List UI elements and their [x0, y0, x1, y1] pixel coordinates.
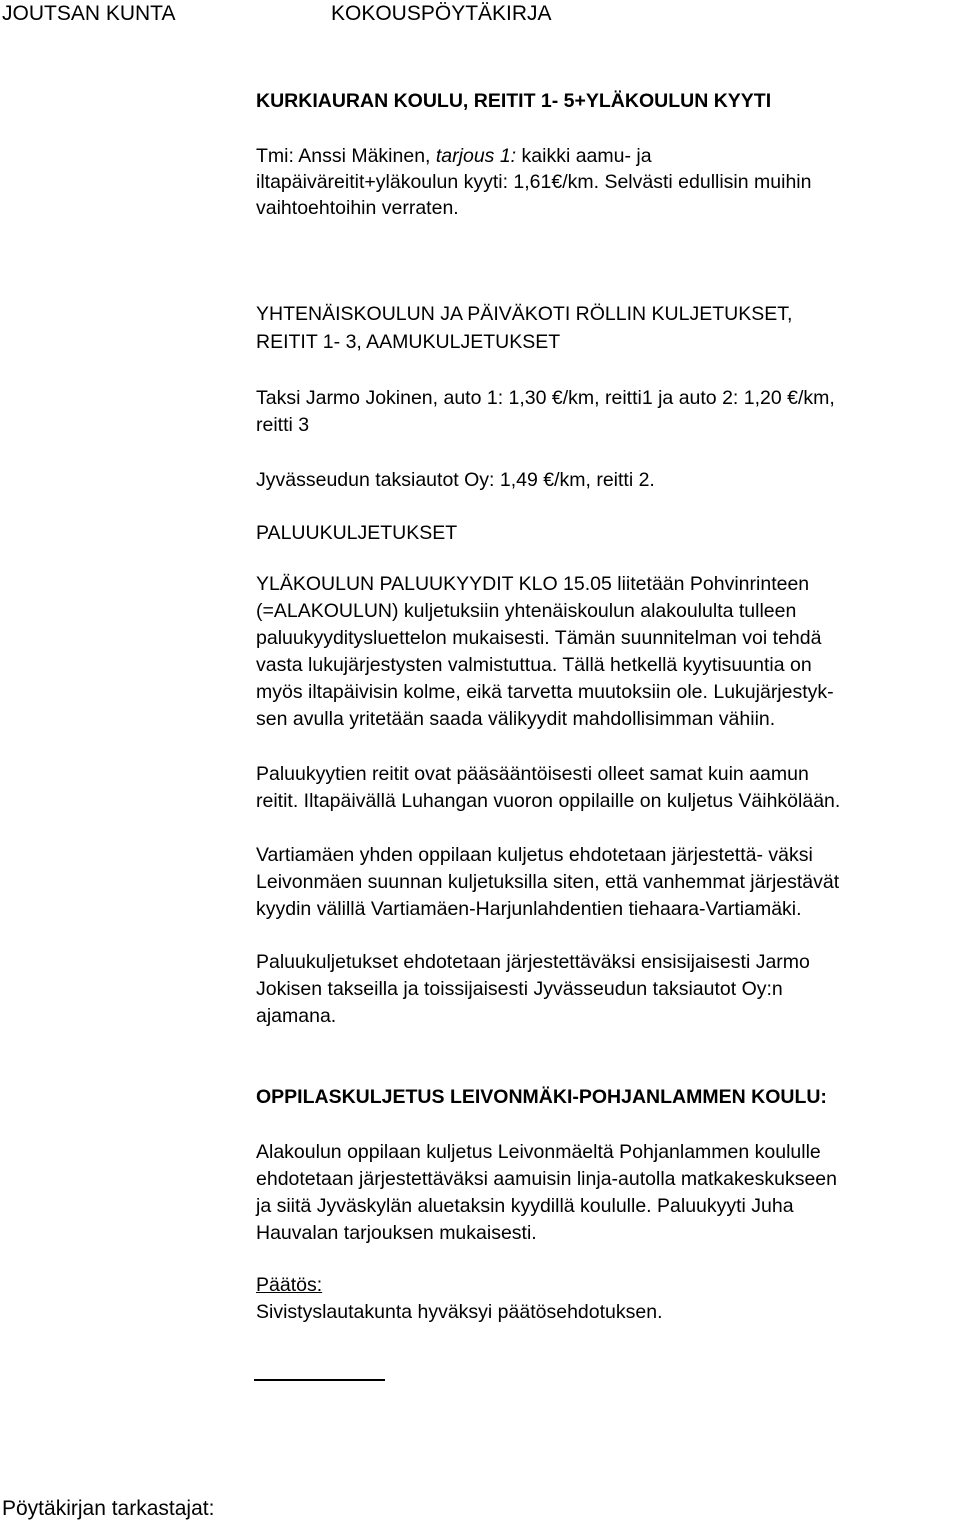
- paragraph-line: YLÄKOULUN PALUUKYYDIT KLO 15.05 liitetään Pohvinrinteen: [256, 573, 810, 595]
- offer-line-2: iltapäiväreitit+yläkoulun kyyti: 1,61€/km. Selvästi edullisin muihin: [256, 171, 812, 193]
- paragraph-line: Jokisen takseilla ja toissijaisesti Jyvässeudun taksiautot Oy:n: [256, 978, 783, 1000]
- paragraph-line: ja siitä Jyväskylän aluetaksin kyydillä koululle. Paluukyyti Juha: [256, 1195, 794, 1217]
- municipality-name: JOUTSAN KUNTA: [2, 2, 176, 25]
- section-title-kurkiaura: KURKIAURAN KOULU, REITIT 1- 5+YLÄKOULUN KYYTI: [256, 90, 772, 112]
- decision-text: Sivistyslautakunta hyväksyi päätösehdotuksen.: [256, 1301, 663, 1323]
- paragraph-line: vasta lukujärjestysten valmistuttua. Tällä hetkellä kyytisuuntia on: [256, 654, 812, 676]
- paragraph-line: myös iltapäivisin kolme, eikä tarvetta muutoksiin ole. Lukujärjestyk-: [256, 681, 834, 703]
- offer-provider: Tmi: Anssi Mäkinen,: [256, 145, 436, 167]
- paragraph-line: Vartiamäen yhden oppilaan kuljetus ehdotetaan järjestettä- väksi: [256, 844, 813, 866]
- taxi-jokinen-line-2: reitti 3: [256, 414, 310, 436]
- offer-label: tarjous 1:: [435, 145, 517, 167]
- paragraph-line: sen avulla yritetään saada välikyydit mahdollisimman vähiin.: [256, 708, 776, 730]
- paragraph-line: Paluukyytien reitit ovat pääsääntöisesti olleet samat kuin aamun: [256, 763, 809, 785]
- section-title-leivonmaki: OPPILASKULJETUS LEIVONMÄKI-POHJANLAMMEN KOULU:: [256, 1086, 827, 1108]
- section-title-paluukuljetukset: PALUUKULJETUKSET: [256, 522, 458, 544]
- offer-line-3: vaihtoehtoihin verraten.: [256, 197, 459, 219]
- taxi-jyvasseutu-line: Jyvässeudun taksiautot Oy: 1,49 €/km, reitti 2.: [256, 469, 655, 491]
- paragraph-line: (=ALAKOULUN) kuljetuksiin yhtenäiskoulun alakoululta tulleen: [256, 600, 797, 622]
- document-type: KOKOUSPÖYTÄKIRJA: [331, 2, 552, 25]
- section-title-yhtenaiskoulu-2: REITIT 1- 3, AAMUKULJETUKSET: [256, 331, 561, 353]
- paragraph-line: reitit. Iltapäivällä Luhangan vuoron oppilaille on kuljetus Väihkölään.: [256, 790, 841, 812]
- decision-label: Päätös:: [256, 1274, 323, 1296]
- paragraph-line: ehdotetaan järjestettäväksi aamuisin linja-autolla matkakeskukseen: [256, 1168, 837, 1190]
- reviewers-label: Pöytäkirjan tarkastajat:: [2, 1497, 215, 1520]
- paragraph-line: ajamana.: [256, 1005, 337, 1027]
- offer-scope: kaikki aamu- ja: [516, 145, 652, 167]
- paragraph-line: Leivonmäen suunnan kuljetuksilla siten, että vanhemmat järjestävät: [256, 871, 840, 893]
- section-title-yhtenaiskoulu-1: YHTENÄISKOULUN JA PÄIVÄKOTI RÖLLIN KULJETUKSET,: [256, 303, 793, 325]
- offer-line-1: [256, 144, 652, 168]
- paragraph-line: kyydin välillä Vartiamäen-Harjunlahdentien tiehaara-Vartiamäki.: [256, 898, 802, 920]
- paragraph-line: Hauvalan tarjouksen mukaisesti.: [256, 1222, 537, 1244]
- paragraph-line: Paluukuljetukset ehdotetaan järjestettäväksi ensisijaisesti Jarmo: [256, 951, 810, 973]
- signature-divider: [254, 1379, 385, 1381]
- paragraph-line: paluukyyditysluettelon mukaisesti. Tämän suunnitelman voi tehdä: [256, 627, 822, 649]
- taxi-jokinen-line-1: Taksi Jarmo Jokinen, auto 1: 1,30 €/km, reitti1 ja auto 2: 1,20 €/km,: [256, 387, 835, 409]
- paragraph-line: Alakoulun oppilaan kuljetus Leivonmäeltä Pohjanlammen koululle: [256, 1141, 821, 1163]
